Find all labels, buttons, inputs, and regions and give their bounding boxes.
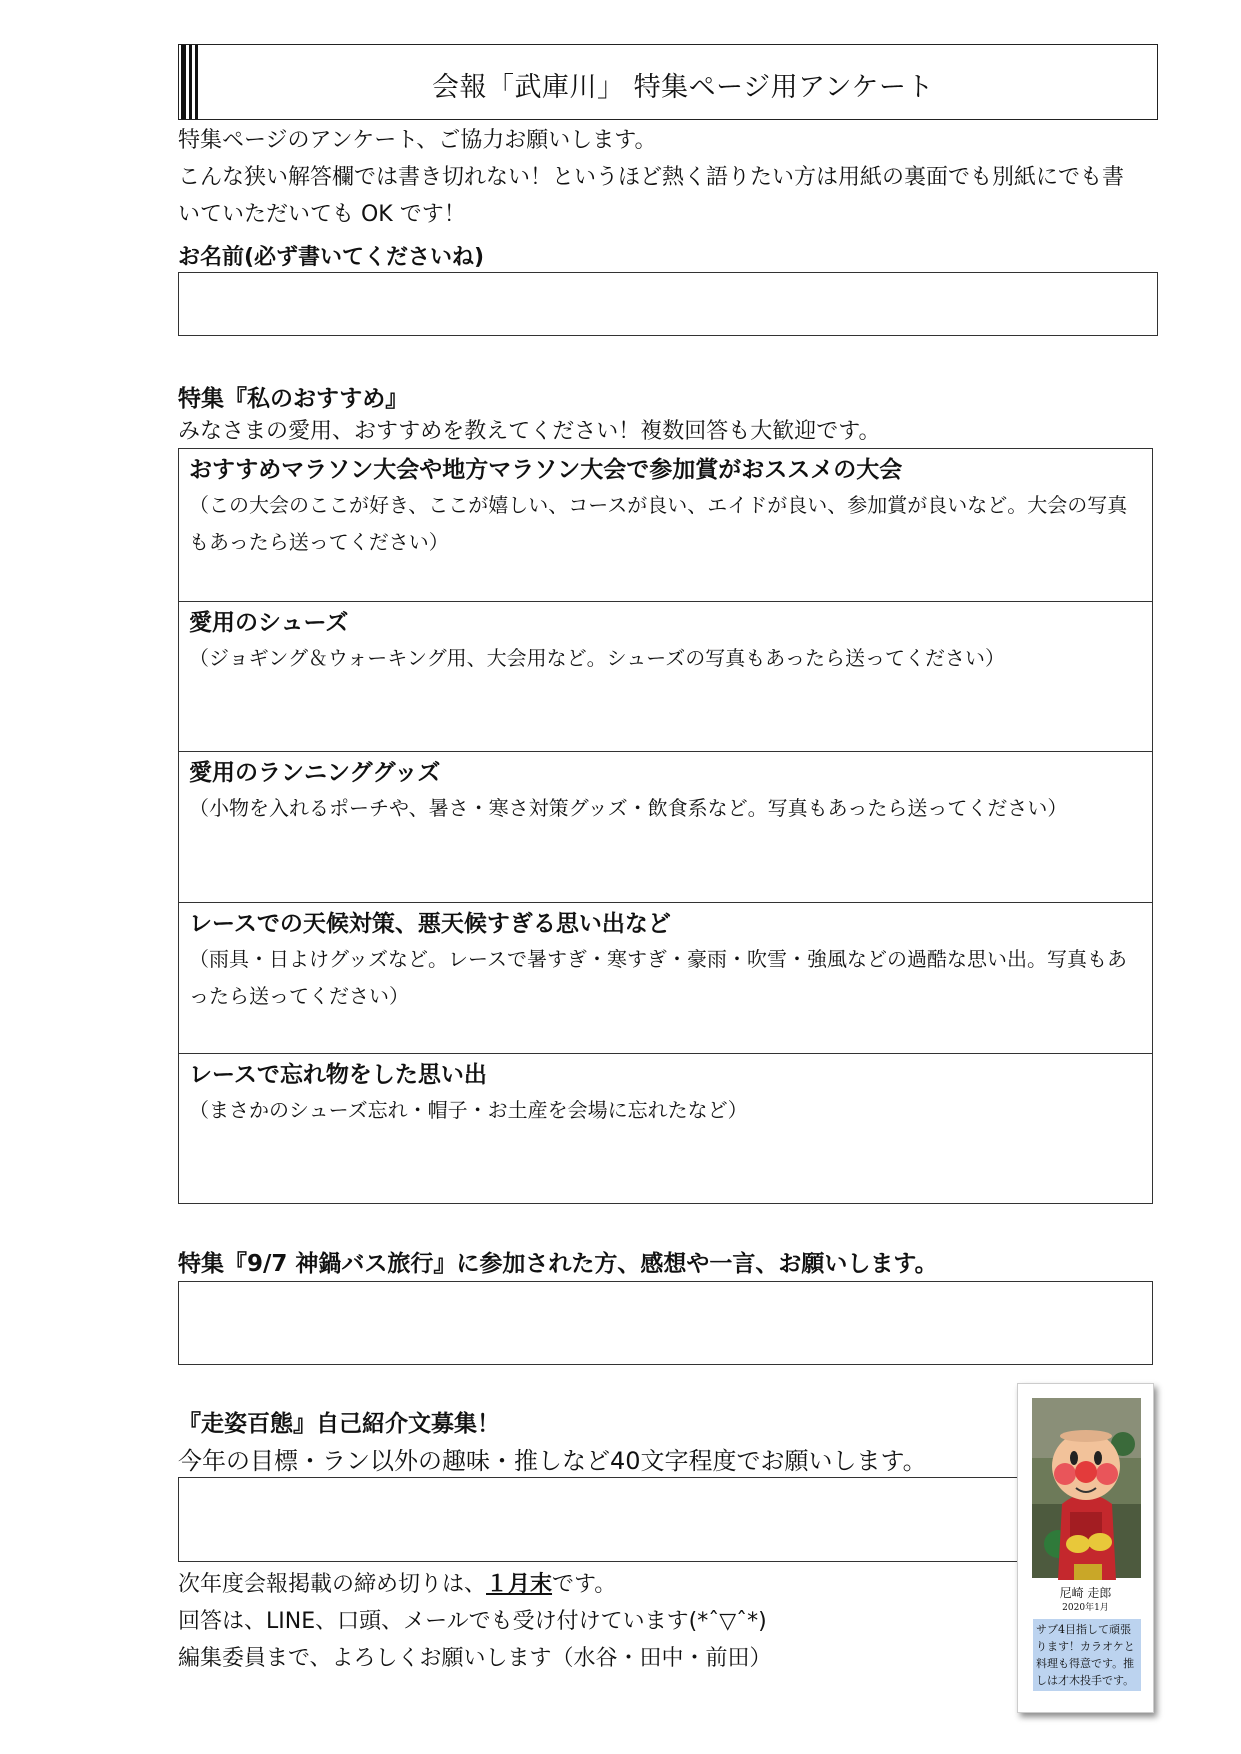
question-description: （まさかのシューズ忘れ・帽子・お土産を会場に忘れたなど） (189, 1098, 748, 1122)
editor-thanks-line: 編集委員まで、よろしくお願いします（水谷・田中・前田） (178, 1646, 772, 1671)
feature1-heading: 特集『私のおすすめ』 (178, 386, 409, 412)
question-title: レースで忘れ物をした思い出 (189, 1062, 487, 1088)
title-box (178, 44, 1158, 120)
sample-profile-card (1017, 1383, 1154, 1713)
question-title: 愛用のシューズ (189, 610, 349, 636)
question-title: レースでの天候対策、悪天候すぎる思い出など (189, 911, 671, 937)
intro-line-2: こんな狭い解答欄では書き切れない！というほど熱く語りたい方は用紙の裏面でも別紙にでも書 (178, 165, 1125, 190)
contact-methods-line: 回答は、LINE、口頭、メールでも受け付けています(*ˆ▽ˆ*) (178, 1609, 767, 1634)
sample-date: 2020年1月 (1062, 1603, 1109, 1613)
feature1-subtitle: みなさまの愛用、おすすめを教えてください！複数回答も大歓迎です。 (178, 419, 881, 444)
question-row[interactable] (178, 448, 1153, 602)
deadline-suffix: です。 (552, 1572, 617, 1597)
question-description: （小物を入れるポーチや、暑さ・寒さ対策グッズ・飲食系など。写真もあったら送ってください） (189, 796, 1068, 820)
name-label: お名前(必ず書いてくださいね) (178, 245, 485, 270)
sample-message: サブ4目指して頑張ります！カラオケと料理も得意です。推しは才木投手です。 (1033, 1619, 1141, 1691)
question-title: おすすめマラソン大会や地方マラソン大会で参加賞がおススメの大会 (189, 457, 903, 483)
intro (178, 122, 1158, 233)
deadline-prefix: 次年度会報掲載の締め切りは、 (178, 1572, 487, 1597)
question-description: （この大会のここが好き、ここが嬉しい、コースが良い、エイドが良い、参加賞が良いなど。大会の写真もあったら送ってください） (189, 493, 1128, 554)
question-row[interactable] (178, 903, 1153, 1054)
footer-notes (178, 1566, 1018, 1677)
question-description: （ジョギング＆ウォーキング用、大会用など。シューズの写真もあったら送ってください） (189, 646, 1005, 670)
sample-runner-photo (1018, 1384, 1155, 1580)
deadline-value: １月末 (486, 1572, 553, 1597)
feature3-subtitle: 今年の目標・ラン以外の趣味・推しなど40文字程度でお願いします。 (178, 1447, 927, 1475)
page-title: 会報「武庫川」 特集ページ用アンケート (432, 72, 934, 103)
sample-name: 尼崎 走郎 (1059, 1586, 1112, 1600)
question-title: 愛用のランニンググッズ (189, 760, 441, 786)
intro-line-1: 特集ページのアンケート、ご協力お願いします。 (178, 128, 657, 153)
question-description: （雨具・日よけグッズなど。レースで暑すぎ・寒すぎ・豪雨・吹雪・強風などの過酷な思い出。写真もあったら送ってください） (189, 947, 1127, 1008)
feature2-answer-box[interactable] (178, 1281, 1153, 1365)
feature3-heading: 『走姿百態』自己紹介文募集！ (178, 1411, 500, 1437)
question-row[interactable] (178, 752, 1153, 903)
question-row[interactable] (178, 602, 1153, 752)
feature3-answer-box[interactable] (178, 1477, 1018, 1562)
question-row[interactable] (178, 1054, 1153, 1204)
intro-line-3: いていただいても OK です！ (178, 202, 466, 227)
feature2-heading: 特集『9/7 神鍋バス旅行』に参加された方、感想や一言、お願いします。 (178, 1251, 938, 1277)
name-answer-box[interactable] (178, 272, 1158, 336)
feature1-question-table (178, 448, 1153, 1204)
deadline-line (178, 1566, 1018, 1603)
title-bars-decoration (179, 45, 201, 119)
